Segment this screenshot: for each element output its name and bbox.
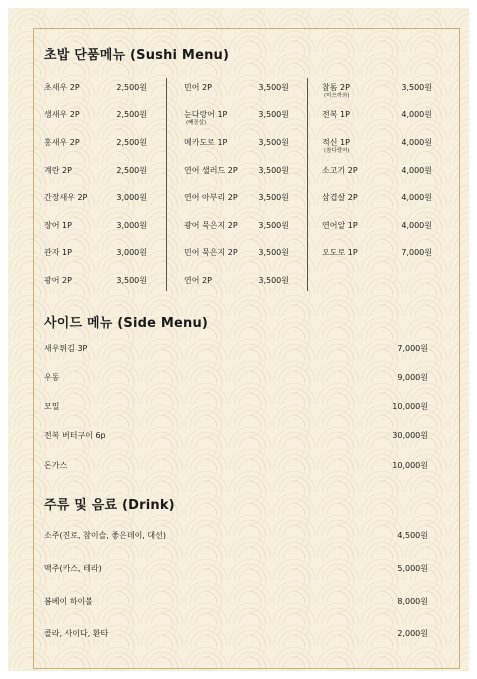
side-item-price: 7,000원 (397, 344, 428, 353)
sushi-item-price: 3,500원 (258, 248, 289, 257)
sushi-item-price: 2,500원 (116, 138, 147, 147)
side-section-title: 사이드 메뉴 (Side Menu) (44, 316, 209, 331)
sushi-section-title: 초밥 단품메뉴 (Sushi Menu) (44, 48, 230, 63)
sushi-item-price: 4,000원 (401, 193, 432, 202)
sushi-item-price: 3,500원 (258, 83, 289, 92)
sushi-item (44, 110, 80, 120)
sushi-item (44, 193, 87, 203)
sushi-item-price: 3,500원 (258, 276, 289, 285)
side-item-name: 우동 (44, 373, 60, 382)
sushi-item (44, 83, 80, 93)
column-divider (307, 78, 308, 291)
sushi-item-price: 2,500원 (116, 110, 147, 119)
sushi-item-name: 삼겹살 2P (322, 193, 358, 202)
sushi-item-name: 오도로 1P (322, 248, 358, 257)
sushi-item-name: 광어 2P (44, 276, 72, 285)
side-item-name: 새우튀김 3P (44, 344, 88, 353)
sushi-item (322, 248, 358, 258)
sushi-item (322, 110, 350, 120)
sushi-item-name: 민어 2P (184, 83, 212, 92)
sushi-item-name: 홍새우 2P (44, 138, 80, 147)
side-item-name: 돈가스 (44, 461, 68, 470)
sushi-item-note: (미쓰까와) (324, 93, 350, 99)
sushi-item-price: 2,500원 (116, 83, 147, 92)
drink-section-title: 주류 및 음료 (Drink) (44, 498, 175, 513)
sushi-item (322, 83, 350, 100)
side-item-name: 전복 버터구이 6p (44, 431, 106, 440)
drink-item-price: 4,500원 (397, 531, 428, 540)
sushi-item (322, 221, 358, 231)
sushi-item-name: 연어 아부리 2P (184, 193, 238, 202)
sushi-item-name: 참돔 2P (322, 83, 350, 92)
sushi-item-name: 장어 1P (44, 221, 72, 230)
sushi-item-price: 3,000원 (116, 248, 147, 257)
side-item-price: 30,000원 (392, 431, 428, 440)
sushi-item-note: (참다랑어) (324, 148, 350, 154)
sushi-item-price: 4,000원 (401, 221, 432, 230)
sushi-item (184, 83, 212, 93)
sushi-item-price: 3,500원 (401, 83, 432, 92)
sushi-item-price: 3,000원 (116, 193, 147, 202)
sushi-item-name: 메카도로 1P (184, 138, 228, 147)
sushi-item-name: 연어 2P (184, 276, 212, 285)
sushi-item-name: 계란 2P (44, 166, 72, 175)
sushi-item (184, 276, 212, 286)
sushi-item (322, 138, 350, 155)
sushi-item-price: 3,000원 (116, 221, 147, 230)
side-item-price: 10,000원 (392, 402, 428, 411)
sushi-item-price: 3,500원 (258, 193, 289, 202)
sushi-item-name: 초새우 2P (44, 83, 80, 92)
sushi-item-name: 광어 묵은지 2P (184, 221, 238, 230)
drink-item-name: 소주(진로, 참이슬, 좋은데이, 대선) (44, 531, 166, 540)
sushi-item (184, 166, 238, 176)
sushi-item-name: 민어 묵은지 2P (184, 248, 238, 257)
sushi-item (184, 248, 238, 258)
sushi-item (44, 166, 72, 176)
drink-item-price: 8,000원 (397, 597, 428, 606)
sushi-item-name: 관자 1P (44, 248, 72, 257)
sushi-item-name: 적신 1P (322, 138, 350, 147)
column-divider (166, 78, 167, 291)
sushi-item (184, 138, 227, 148)
sushi-item-name: 간장새우 2P (44, 193, 88, 202)
sushi-item (44, 221, 72, 231)
sushi-item (322, 166, 358, 176)
sushi-item-price: 3,500원 (258, 110, 289, 119)
sushi-item (322, 193, 358, 203)
sushi-item (44, 276, 72, 286)
sushi-item-price: 3,500원 (258, 138, 289, 147)
sushi-item-name: 연어알 1P (322, 221, 358, 230)
drink-item-price: 2,000원 (397, 629, 428, 638)
side-item-price: 9,000원 (397, 373, 428, 382)
sushi-item-name: 눈다랑어 1P (184, 110, 228, 119)
sushi-item (184, 110, 227, 127)
side-item-price: 10,000원 (392, 461, 428, 470)
sushi-item-note: (빼꼼살) (186, 120, 207, 126)
sushi-item (184, 193, 238, 203)
sushi-item-name: 소고기 2P (322, 166, 358, 175)
sushi-item-price: 2,500원 (116, 166, 147, 175)
drink-item-price: 5,000원 (397, 564, 428, 573)
sushi-item-price: 3,500원 (258, 221, 289, 230)
drink-item-name: 콜라, 사이다, 환타 (44, 629, 109, 638)
sushi-item-price: 3,500원 (258, 166, 289, 175)
sushi-item-price: 4,000원 (401, 166, 432, 175)
sushi-item (184, 221, 238, 231)
sushi-item-price: 3,500원 (116, 276, 147, 285)
sushi-item (44, 248, 72, 258)
sushi-item-name: 생새우 2P (44, 110, 80, 119)
drink-item-name: 봄베이 하이볼 (44, 597, 93, 606)
sushi-item-name: 연어 샐러드 2P (184, 166, 238, 175)
sushi-item-name: 전복 1P (322, 110, 350, 119)
sushi-item-price: 4,000원 (401, 110, 432, 119)
sushi-item (44, 138, 80, 148)
side-item-name: 모밀 (44, 402, 60, 411)
sushi-item-price: 4,000원 (401, 138, 432, 147)
drink-item-name: 맥주(카스, 테라) (44, 564, 102, 573)
sushi-item-price: 7,000원 (401, 248, 432, 257)
